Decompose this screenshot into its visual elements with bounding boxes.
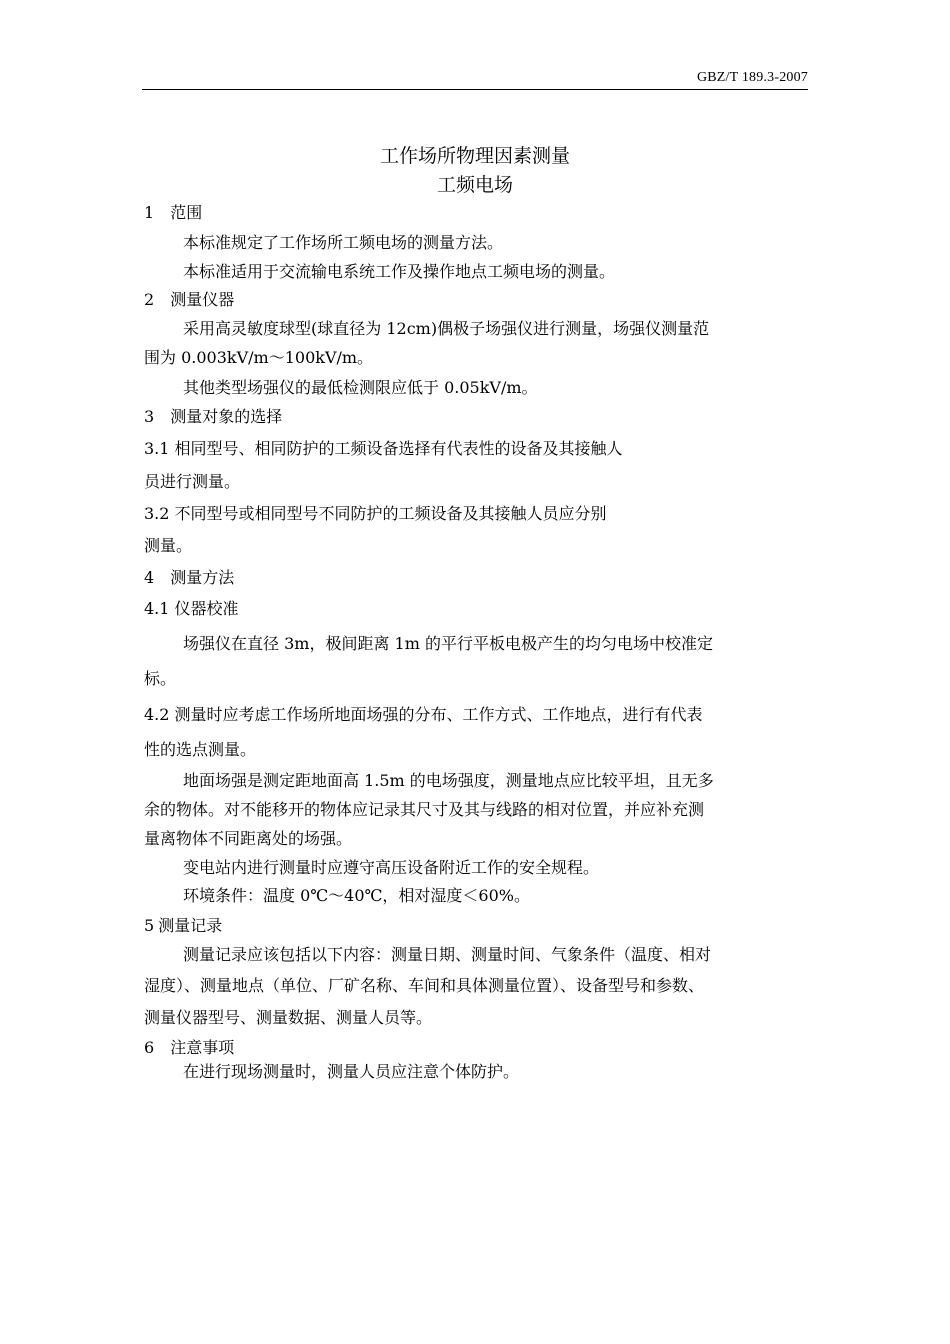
section-5-line-3: 测量仪器型号、测量数据、测量人员等。 — [144, 1008, 433, 1027]
section-1-para-2: 本标准适用于交流输电系统工作及操作地点工频电场的测量。 — [183, 262, 616, 281]
page-subtitle: 工频电场 — [436, 174, 513, 196]
section-2-para-1-line-2: 围为 0.003kV/m～100kV/m。 — [144, 348, 374, 367]
section-title: 测量仪器 — [170, 290, 235, 309]
section-number: 3 — [144, 407, 155, 426]
section-4-2-line-1: 4.2 测量时应考虑工作场所地面场强的分布、工作方式、工作地点，进行有代表 — [144, 705, 703, 724]
section-3-heading — [144, 406, 282, 428]
section-2-para-1-line-1: 采用高灵敏度球型(球直径为 12cm)偶极子场强仪进行测量，场强仪测量范 — [183, 319, 710, 338]
section-5-line-1: 测量记录应该包括以下内容：测量日期、测量时间、气象条件（温度、相对 — [183, 945, 712, 964]
section-4-3-line-2: 余的物体。对不能移开的物体应记录其尺寸及其与线路的相对位置，并应补充测 — [144, 800, 705, 819]
section-title: 测量记录 — [158, 916, 223, 935]
section-4-3-line-3: 量离物体不同距离处的场强。 — [144, 829, 353, 848]
section-4-3-line-1: 地面场强是测定距地面高 1.5m 的电场强度，测量地点应比较平坦，且无多 — [183, 771, 714, 790]
section-6-heading — [144, 1037, 234, 1059]
section-number: 5 — [144, 916, 155, 935]
section-5-heading — [144, 915, 222, 937]
section-number: 1 — [144, 203, 155, 222]
section-4-1-line-2: 标。 — [144, 669, 177, 688]
section-number: 2 — [144, 290, 155, 309]
header-rule — [142, 89, 808, 90]
section-title: 测量方法 — [170, 568, 235, 587]
section-4-4: 变电站内进行测量时应遵守高压设备附近工作的安全规程。 — [183, 858, 600, 877]
section-number: 6 — [144, 1038, 155, 1057]
section-3-1-line-2: 员进行测量。 — [144, 472, 241, 491]
section-title: 注意事项 — [170, 1038, 235, 1057]
section-4-2-line-2: 性的选点测量。 — [144, 740, 257, 759]
section-title: 测量对象的选择 — [170, 407, 283, 426]
section-2-para-2: 其他类型场强仪的最低检测限应低于 0.05kV/m。 — [183, 378, 538, 397]
section-4-1-line-1: 场强仪在直径 3m，极间距离 1m 的平行平板电极产生的均匀电场中校准定 — [183, 634, 713, 653]
section-1-para-1: 本标准规定了工作场所工频电场的测量方法。 — [183, 233, 504, 252]
section-3-1-line-1: 3.1 相同型号、相同防护的工频设备选择有代表性的设备及其接触人 — [144, 439, 623, 458]
section-1-heading — [144, 202, 202, 224]
section-2-heading — [144, 289, 234, 311]
page-title: 工作场所物理因素测量 — [379, 145, 570, 167]
section-4-1-heading: 4.1 仪器校准 — [144, 599, 239, 618]
section-number: 4 — [144, 568, 155, 587]
section-4-heading — [144, 567, 234, 589]
section-4-5: 环境条件：温度 0℃～40℃，相对湿度＜60%。 — [183, 886, 530, 905]
section-5-line-2: 湿度）、测量地点（单位、厂矿名称、车间和具体测量位置）、设备型号和参数、 — [144, 976, 705, 995]
section-3-2-line-2: 测量。 — [144, 536, 193, 555]
header-code: GBZ/T 189.3-2007 — [696, 70, 808, 85]
section-6-para-1: 在进行现场测量时，测量人员应注意个体防护。 — [183, 1062, 520, 1081]
section-title: 范围 — [170, 203, 203, 222]
section-3-2-line-1: 3.2 不同型号或相同型号不同防护的工频设备及其接触人员应分别 — [144, 504, 607, 523]
